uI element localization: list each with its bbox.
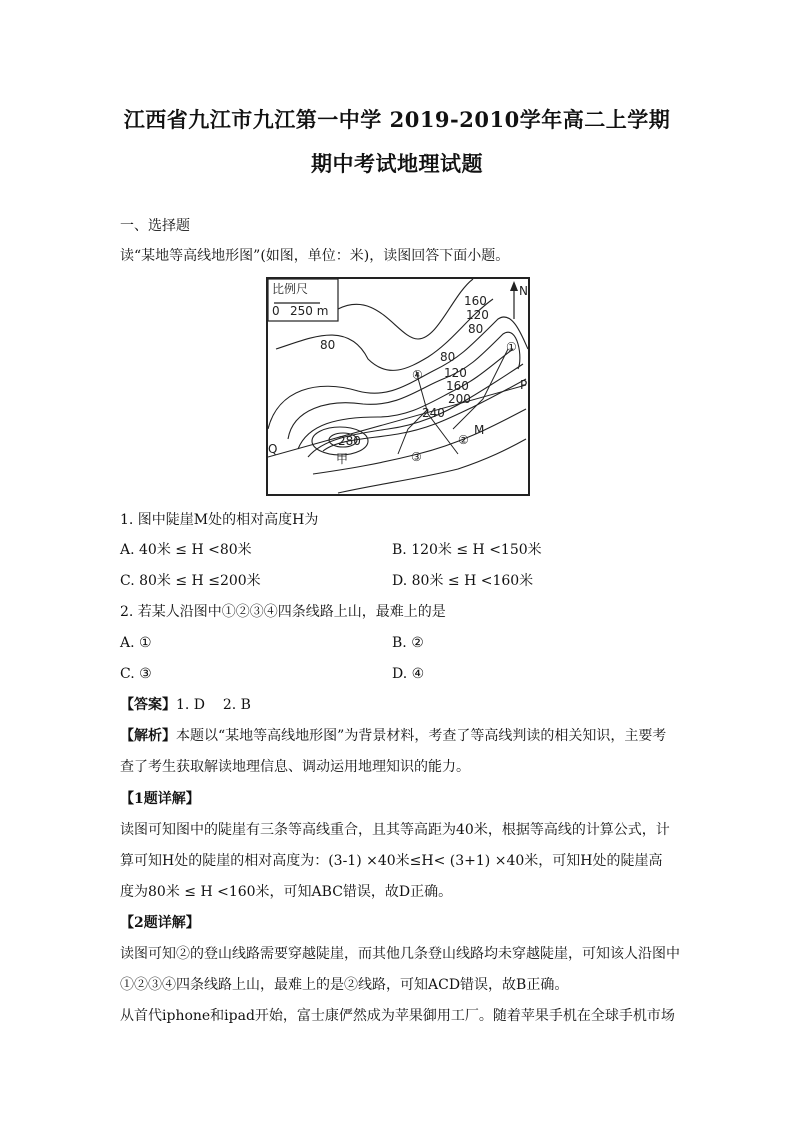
contour-label-120-top: 120 (466, 308, 489, 322)
contour-label-240: 240 (422, 406, 445, 420)
contour-label-80-left: 80 (320, 338, 336, 352)
answer-line (120, 695, 680, 715)
answer-label: 【答案】 (120, 697, 176, 713)
analysis-label: 【解析】 (120, 728, 176, 744)
q1-stem: 1. 图中陡崖M处的相对高度H为 (120, 512, 319, 528)
q2-option-b: B. ② (392, 635, 424, 651)
q2-option-a: A. ① (120, 635, 152, 651)
contour-label-280: 280 (338, 434, 361, 448)
contour-label-80-top: 80 (468, 322, 484, 336)
scale-zero: 0 (272, 304, 280, 318)
next-passage-line: 从首代iphone和ipad开始，富士康俨然成为苹果御用工厂。随着苹果手机在全球手机市场 (120, 1008, 675, 1024)
detail1-line-3: 度为80米 ≤ H <160米，可知ABC错误，故D正确。 (120, 884, 453, 900)
analysis-line-2: 查了考生获取解读地理信息、调动运用地理知识的能力。 (120, 759, 470, 775)
q2-option-d: D. ④ (392, 666, 425, 682)
detail2-heading: 【2题详解】 (120, 915, 200, 931)
detail2-line-2: ①②③④四条线路上山，最难上的是②线路，可知ACD错误，故B正确。 (120, 977, 569, 993)
analysis-line-1 (120, 726, 680, 746)
route-label-4: ④ (412, 368, 423, 382)
contour-map (266, 277, 530, 496)
analysis-text-1: 本题以“某地等高线地形图”为背景材料，考查了等高线判读的相关知识，主要考 (176, 728, 667, 744)
detail2-line-1: 读图可知②的登山线路需要穿越陡崖，而其他几条登山线路均未穿越陡崖，可知该人沿图中 (120, 946, 680, 962)
q1-option-b: B. 120米 ≤ H <150米 (392, 542, 542, 558)
route-label-3: ③ (411, 450, 422, 464)
answer-text: 1. D 2. B (176, 697, 251, 713)
contour-label-120-mid: 120 (444, 366, 467, 380)
detail1-line-1: 读图可知图中的陡崖有三条等高线重合，且其等高距为40米，根据等高线的计算公式，计 (120, 822, 670, 838)
q2-stem: 2. 若某人沿图中①②③④四条线路上山，最难上的是 (120, 604, 446, 620)
scale-value: 250 m (290, 304, 329, 318)
north-label: N (519, 284, 528, 298)
q1-option-d: D. 80米 ≤ H <160米 (392, 573, 534, 589)
detail1-heading: 【1题详解】 (120, 791, 200, 807)
point-label-jia: 甲 (336, 452, 349, 466)
contour-map-drawing (268, 279, 528, 494)
q1-option-a: A. 40米 ≤ H <80米 (120, 542, 252, 558)
q1-option-c: C. 80米 ≤ H ≤200米 (120, 573, 261, 589)
contour-label-160-top: 160 (464, 294, 487, 308)
point-label-P: P (520, 378, 528, 392)
title-line-1: 江西省九江市九江第一中学 2019-2010学年高二上学期 (123, 107, 671, 132)
contour-label-160-mid: 160 (446, 379, 469, 393)
scale-title: 比例尺 (272, 282, 309, 296)
route-label-1: ① (506, 340, 517, 354)
point-label-Q: Q (268, 442, 278, 456)
question-intro: 读“某地等高线地形图”(如图，单位：米)，读图回答下面小题。 (120, 248, 510, 264)
cliff-label-M: M (474, 423, 485, 437)
contour-label-200: 200 (448, 392, 471, 406)
detail1-line-2: 算可知H处的陡崖的相对高度为：(3-1) ×40米≤H< (3+1) ×40米，可知H处的陡崖高 (120, 853, 663, 869)
route-label-2: ② (458, 433, 469, 447)
title-line-2: 期中考试地理试题 (311, 151, 483, 176)
contour-label-80-mid: 80 (440, 350, 456, 364)
q2-option-c: C. ③ (120, 666, 152, 682)
section-heading: 一、选择题 (120, 218, 190, 234)
